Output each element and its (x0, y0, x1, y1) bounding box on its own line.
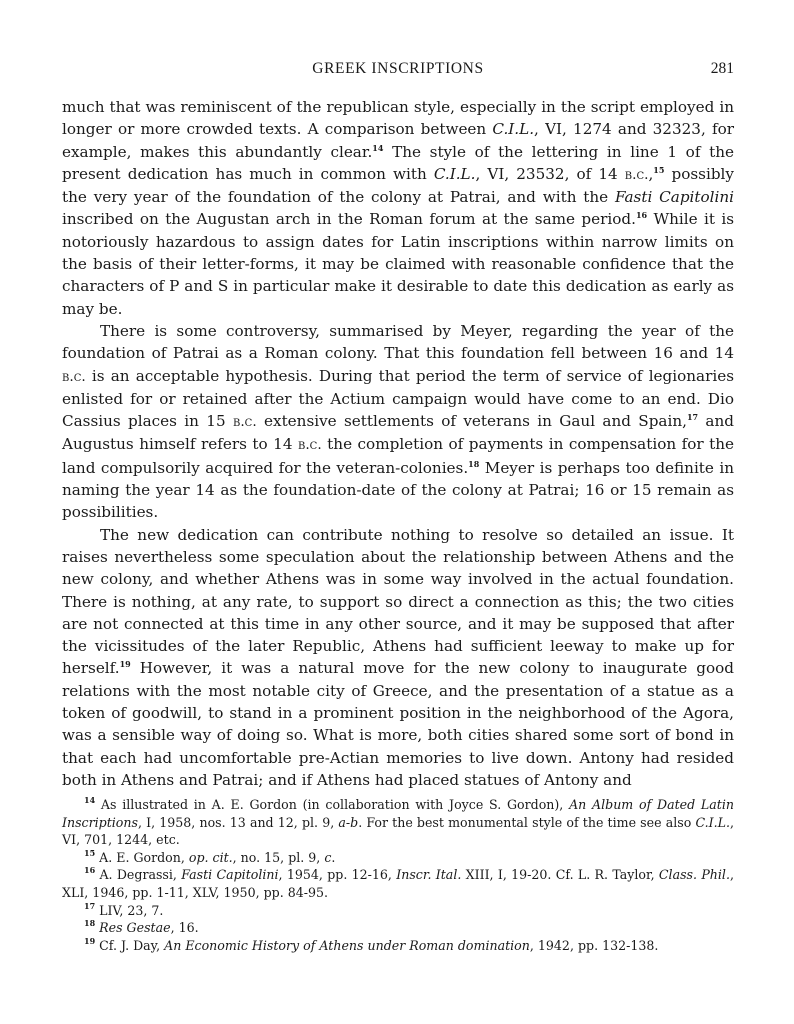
text-run: extensive settlements of veterans in Gaul and Spain, (256, 412, 687, 431)
text-run: , XLI, 1946, pp. 1-11, XLV, 1950, pp. 84-95. (62, 867, 734, 900)
text-run: The new dedication can contribute nothing to resolve so detailed an issue. It raises nevertheless some speculation about the relationship between Athens and the new colony, and whether Athens was in some way involved in the actual foundation. There is nothing, at any rate, to support so direct a connection as this; the two cities are not connected at this time in any other source, and it may be supposed that after the vicissitudes of the later Republic, Athens had sufficient leeway to make up for herself. (62, 525, 734, 678)
footnote-number: 17 (84, 900, 96, 911)
text-run: While it is notoriously hazardous to assign dates for Latin inscriptions within narrow limits on the basis of their letter-forms, it may be claimed with reasonable confidence that the characters of P and S in particular make it desirable to date this dedication as early as may be. (62, 210, 734, 318)
title-italic: An Album of Dated Latin Inscriptions (62, 797, 734, 830)
text-run: A. Degrassi, (95, 867, 182, 883)
text-run: As illustrated in A. E. Gordon (in collaboration with Joyce S. Gordon), (95, 797, 570, 812)
citation-italic: C.I.L. (492, 120, 535, 139)
footnote-ref-19: 19 (119, 659, 131, 670)
text-run: Meyer is perhaps too definite in naming the year 14 as the foundation-date of the colony at Patrai; 16 or 15 remain as possibilities. (62, 458, 734, 522)
footnote-number: 18 (84, 918, 96, 929)
title-italic: Fasti Capitolini (181, 867, 279, 883)
footnote-number: 15 (84, 847, 96, 858)
footnote-ref-17: 17 (686, 412, 699, 423)
citation-italic: C.I.L. (695, 814, 730, 830)
footnote-ref-16: 16 (635, 210, 648, 221)
text-run: , 1942, pp. 132-138. (529, 937, 659, 953)
text-run: The style of the lettering in line 1 of the present dedication has much in common with (62, 142, 734, 183)
text-run: , VI, 1274 and 32323, for example, makes this abundantly clear. (62, 120, 734, 161)
era-abbrev: b.c. (297, 437, 322, 454)
running-head: GREEK INSCRIPTIONS (312, 60, 484, 77)
text-run: , (648, 164, 654, 183)
text-run: and Augustus himself refers to 14 (62, 412, 734, 454)
text-run: However, it was a natural move for the new colony to inaugurate good relations with the most notable city of Greece, and the presentation of a statue as a token of goodwill, to stand in a prominent position in the neighborhood of the Agora, was a sensible way of doing so. What is more, both cities shared some sort of bond in that each had uncomfortable pre-Actian memories to live down. Antony had resided both in Athens and Patrai; and if Athens had placed statues of Antony and (62, 659, 734, 789)
text-run: Cf. J. Day, (95, 937, 165, 953)
text-run: the completion of payments in compensation for the land compulsorily acquired for the veteran-colonies. (62, 435, 735, 477)
page-header (62, 60, 734, 84)
footnote-number: 19 (84, 935, 96, 946)
title-italic: Fasti Capitolini (615, 188, 734, 207)
text-italic: op. cit. (188, 849, 233, 865)
footnote-16 (62, 866, 734, 901)
text-run: , VI, 23532, of 14 (475, 164, 625, 183)
footnote-ref-18: 18 (468, 458, 480, 469)
title-italic: Inscr. Ital. (396, 867, 462, 883)
text-run: LIV, 23, 7. (95, 902, 164, 918)
era-abbrev: b.c. (62, 368, 86, 385)
text-run: . (331, 849, 336, 865)
footnote-15 (62, 849, 734, 867)
footnote-number: 14 (84, 795, 96, 805)
page-number: 281 (710, 60, 734, 77)
text-run: , 1954, pp. 12-16, (278, 867, 397, 883)
text-run: possibly the very year of the foundation of the colony at Patrai, and with the (62, 164, 734, 207)
text-italic: c (324, 849, 332, 865)
title-italic: Res Gestae (99, 920, 171, 936)
text-run: is an acceptable hypothesis. During that period the term of service of legionaries enlisted for or retained after the Actium campaign would have come to an end. Dio Cassius places in 15 (62, 366, 734, 431)
footnote-18 (62, 919, 734, 937)
text-italic: a-b (338, 814, 359, 830)
text-run: inscribed on the Augustan arch in the Roman forum at the same period. (62, 210, 636, 229)
citation-italic: C.I.L. (433, 164, 476, 183)
main-text (62, 96, 734, 791)
text-run: There is some controversy, summarised by Meyer, regarding the year of the foundation of Patrai as a Roman colony. That this foundation fell between 16 and 14 (62, 321, 734, 363)
text-run: much that was reminiscent of the republican style, especially in the script employed in longer or more crowded texts. A comparison between (62, 98, 734, 139)
paragraph-3 (62, 524, 734, 792)
paragraph-1 (62, 96, 734, 320)
footnote-14 (62, 796, 734, 849)
era-abbrev: b.c. (232, 414, 257, 431)
text-run: . For the best monumental style of the time see also (358, 814, 696, 830)
text-run: A. E. Gordon, (95, 849, 189, 865)
footnote-ref-15: 15 (653, 164, 665, 175)
text-run: , I, 1958, nos. 13 and 12, pl. 9, (137, 814, 339, 830)
footnote-19 (62, 937, 734, 955)
footnotes (62, 796, 734, 954)
paragraph-2 (62, 320, 734, 524)
text-run: , no. 15, pl. 9, (232, 849, 325, 865)
footnote-ref-14: 14 (372, 142, 384, 153)
title-italic: Class. Phil. (658, 867, 730, 883)
text-run: , VI, 701, 1244, etc. (62, 814, 734, 848)
text-run: XIII, I, 19-20. Cf. L. R. Taylor, (461, 867, 659, 883)
text-run: , 16. (170, 920, 199, 936)
era-abbrev: b.c. (624, 166, 649, 183)
footnote-17 (62, 902, 734, 920)
title-italic: An Economic History of Athens under Roman domination (164, 937, 530, 953)
footnote-number: 16 (84, 865, 96, 876)
